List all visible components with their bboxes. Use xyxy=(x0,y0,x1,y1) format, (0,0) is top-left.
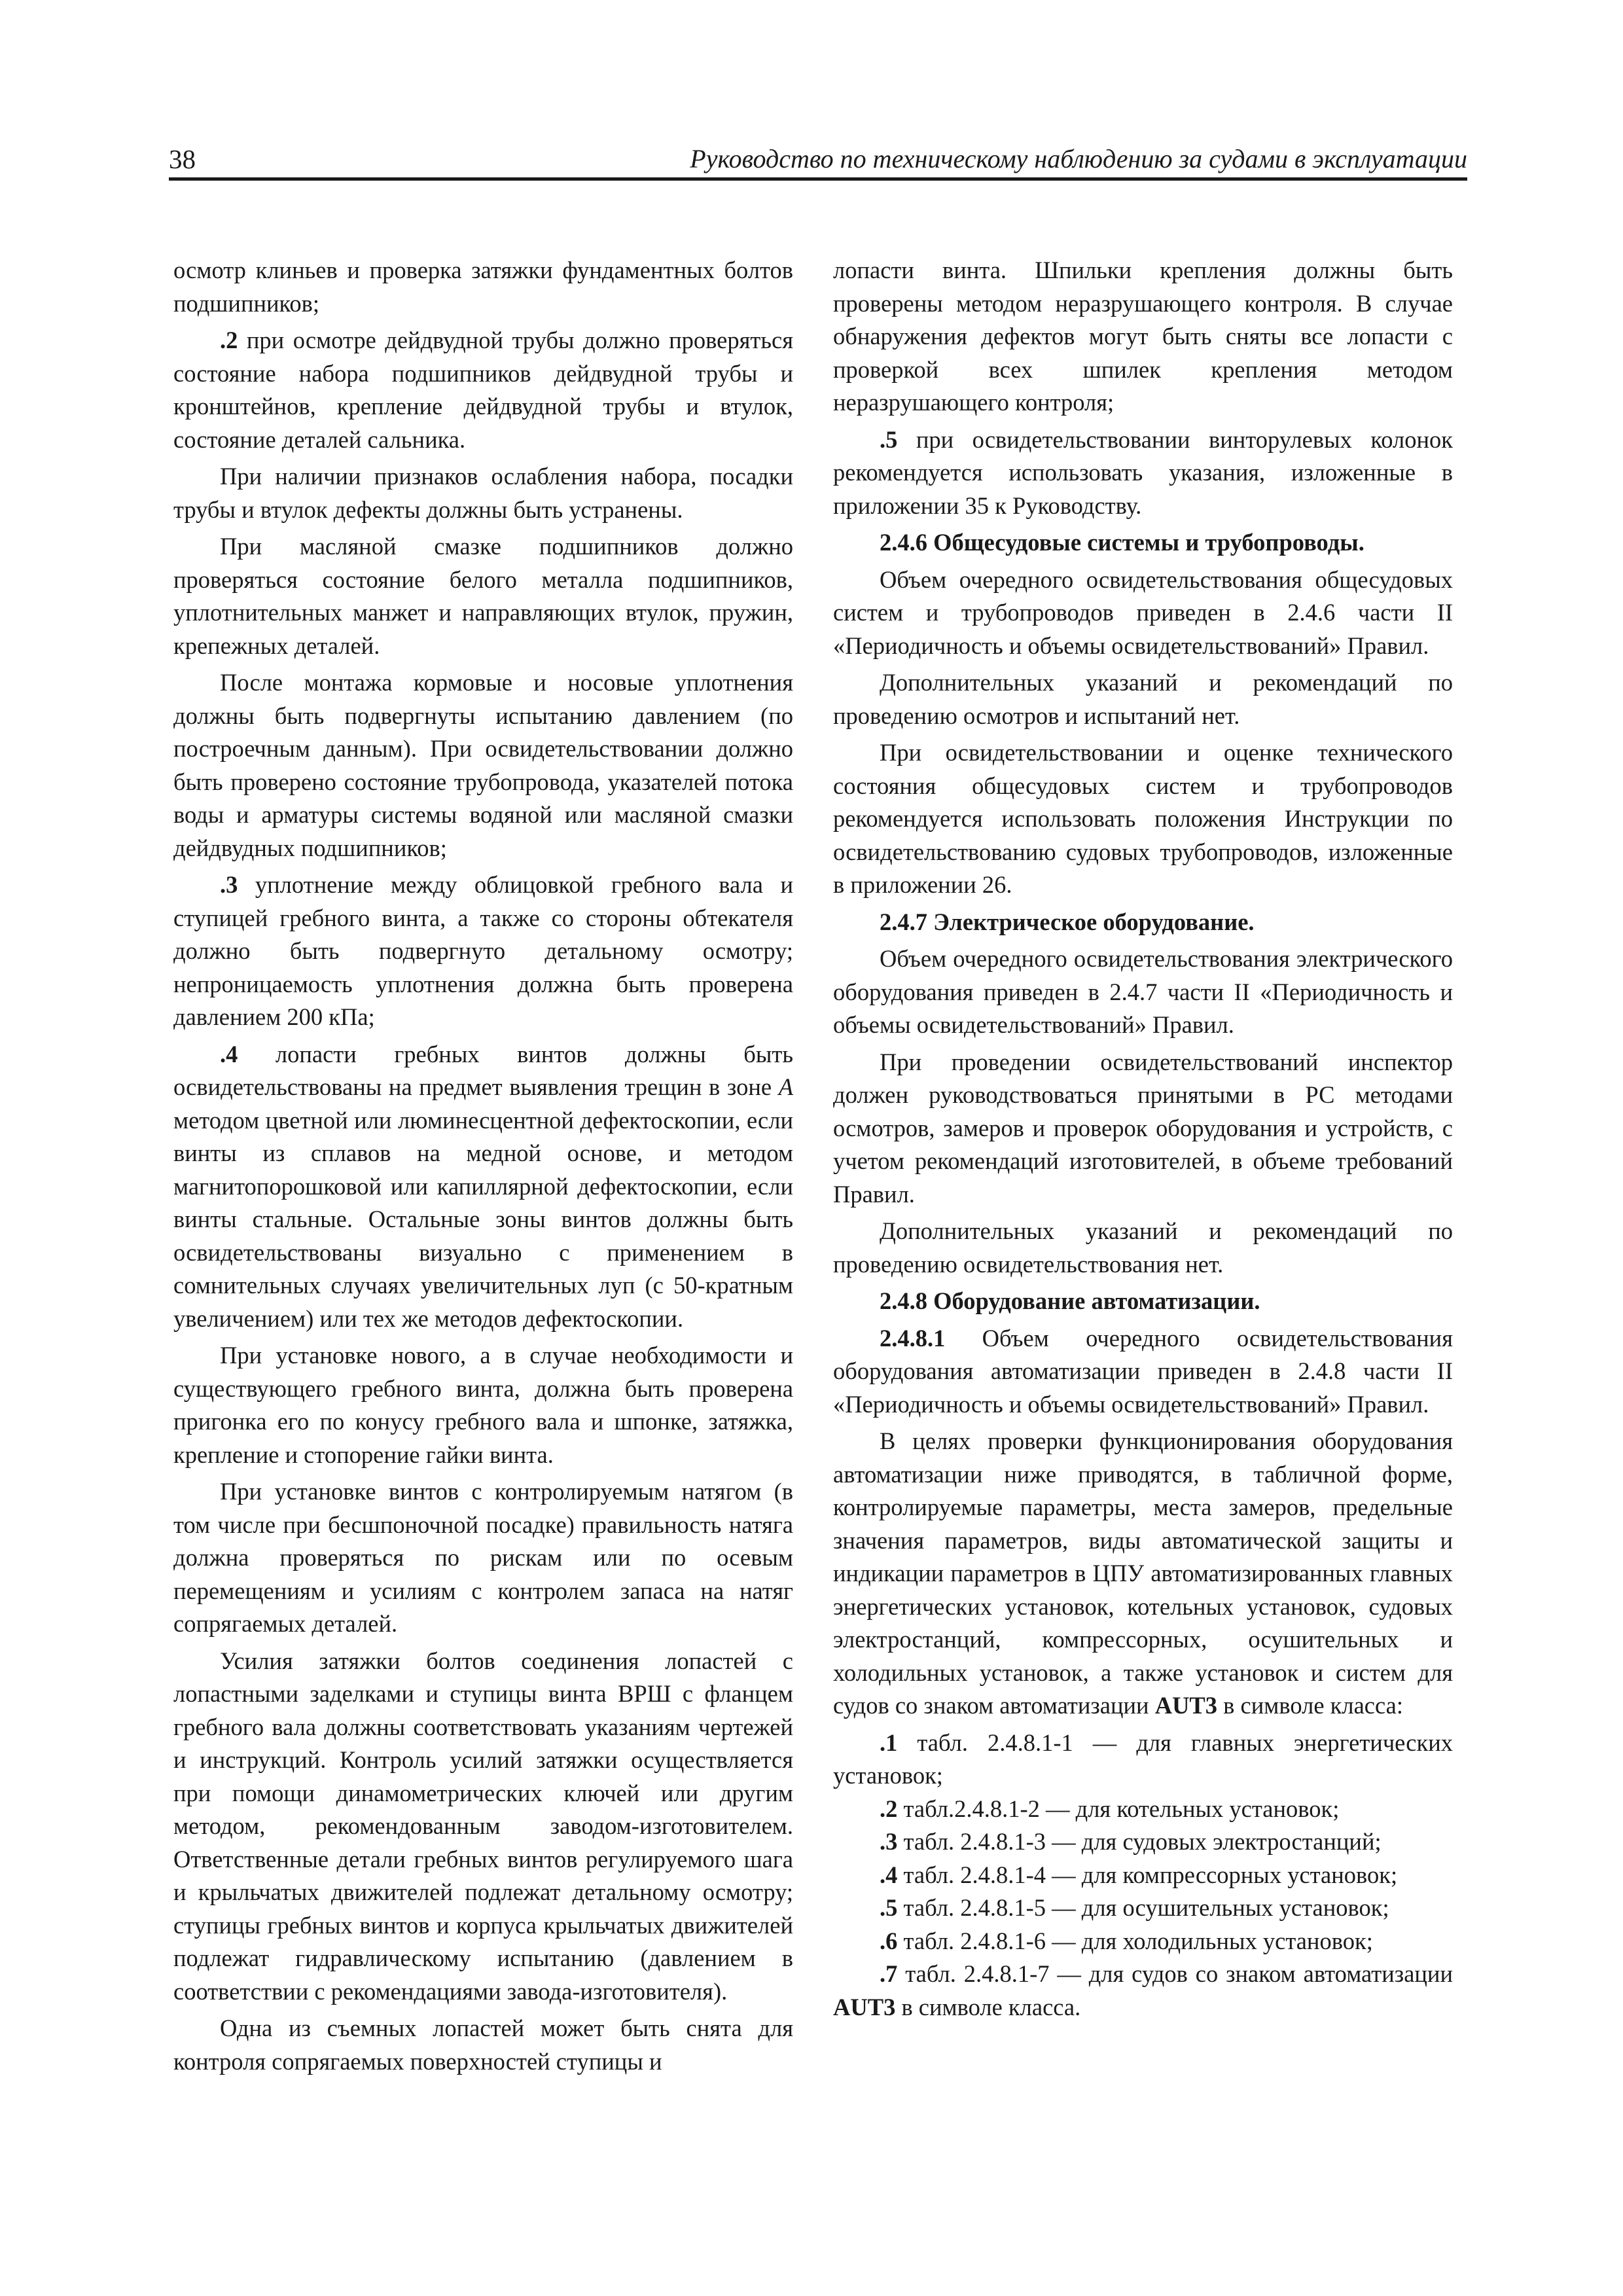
paragraph-text: В целях проверки функционирования оборудования автоматизации ниже приводятся, в табличной форме, контролируемые параметры, места замеров, предельные значения параметров, виды автоматической защиты и индикации параметров в ЦПУ автоматизированных главных энергетических установок, котельных установок, судовых электростанций, компрессорных, осушительных и холодильных установок, а также установок и систем для судов со знаком автоматизации xyxy=(833,1427,1453,1719)
list-item xyxy=(833,1925,1453,1958)
class-notation: AUT3 xyxy=(833,1993,896,2020)
paragraph xyxy=(833,423,1453,523)
paragraph: При установке винтов с контролируемым натягом (в том числе при бесшпоночной посадке) правильность натяга должна проверяться по рискам или по осевым перемещениям и усилиям с контролем запаса на натяг сопрягаемых деталей. xyxy=(173,1478,793,1637)
paragraph-text: в символе класса: xyxy=(1217,1692,1403,1719)
paragraph: После монтажа кормовые и носовые уплотнения должны быть подвергнуты испытанию давлением (по построечным данным). При освидетельствовании должно быть проверено состояние трубопровода, указателей потока воды и арматуры системы водяной или масляной смазки дейдвудных подшипников; xyxy=(173,669,793,861)
list-item-text: табл. 2.4.8.1-6 — для холодильных установок; xyxy=(897,1927,1373,1954)
paragraph: При наличии признаков ослабления набора, посадки трубы и втулок дефекты должны быть устранены. xyxy=(173,463,793,523)
paragraph xyxy=(173,1038,793,1336)
paragraph-text: при осмотре дейдвудной трубы должно проверяться состояние набора подшипников дейдвудной трубы и кронштейнов, крепление дейдвудной трубы и втулок, состояние деталей сальника. xyxy=(173,327,793,453)
paragraph: При освидетельствовании и оценке технического состояния общесудовых систем и трубопроводов рекомендуется использовать положения Инструкции по освидетельствованию судовых трубопроводов, изложенные в приложении 26. xyxy=(833,739,1453,898)
paragraph: Усилия затяжки болтов соединения лопастей с лопастными заделками и ступицы винта ВРШ с фланцем гребного вала должны соответствовать указаниям чертежей и инструкций. Контроль усилий затяжки осуществляется при помощи динамометрических ключей или другим методом, рекомендованным заводом-изготовителем. Ответственные детали гребных винтов регулируемого шага и крыльчатых движителей подлежат детальному осмотру; ступицы гребных винтов и корпуса крыльчатых движителей подлежат гидравлическому испытанию (давлением в соответствии с рекомендациями завода-изготовителя). xyxy=(173,1647,793,2005)
paragraph: Дополнительных указаний и рекомендаций по проведению осмотров и испытаний нет. xyxy=(833,669,1453,729)
item-number: .5 xyxy=(880,425,898,453)
paragraph: лопасти винта. Шпильки крепления должны быть проверены методом неразрушающего контроля. В случае обнаружения дефектов могут быть сняты все лопасти с проверкой всех шпилек крепления методом неразрушающего контроля; xyxy=(833,257,1453,416)
paragraph: Объем очередного освидетельствования общесудовых систем и трубопроводов приведен в 2.4.6 части II «Периодичность и объемы освидетельствований» Правил. xyxy=(833,565,1453,659)
paragraph-text: Объем очередного освидетельствования оборудования автоматизации приведен в 2.4.8 части II «Периодичность и объемы освидетельствований» Правил. xyxy=(833,1324,1453,1418)
list-item-text: табл.2.4.8.1-2 — для котельных установок; xyxy=(897,1795,1340,1822)
item-number: .3 xyxy=(220,871,238,898)
item-number: .5 xyxy=(880,1894,898,1921)
paragraph: Одна из съемных лопастей может быть снята для контроля сопрягаемых поверхностей ступицы и xyxy=(173,2015,793,2075)
paragraph-text: методом цветной или люминесцентной дефектоскопии, если винты из сплавов на медной основе, и методом магнитопорошковой или капиллярной дефектоскопии, если винты стальные. Остальные зоны винтов должны быть освидетельствованы визуально с применением в сомнительных случаях увеличительных луп (с 50-кратным увеличением) или тех же методов дефектоскопии. xyxy=(173,1106,793,1332)
list-item xyxy=(833,1793,1453,1826)
item-number: .4 xyxy=(220,1040,238,1067)
paragraph-text: лопасти гребных винтов должны быть освидетельствованы на предмет выявления трещин в зоне xyxy=(173,1040,793,1100)
section-heading-2-4-7 xyxy=(833,906,1453,939)
list-item-text: табл. 2.4.8.1-7 — для судов со знаком автоматизации xyxy=(897,1960,1453,1987)
list-item-text: в символе класса. xyxy=(895,1993,1081,2020)
left-column xyxy=(173,254,793,2082)
item-number: .2 xyxy=(880,1795,898,1822)
right-column xyxy=(833,254,1453,2024)
heading-text: 2.4.7 Электрическое оборудование. xyxy=(880,908,1255,935)
page-number: 38 xyxy=(169,144,196,174)
item-number: .3 xyxy=(880,1828,898,1855)
item-number: .1 xyxy=(880,1729,898,1756)
heading-text: 2.4.6 Общесудовые системы и трубопроводы. xyxy=(880,529,1364,556)
paragraph: При установке нового, а в случае необходимости и существующего гребного винта, должна быть проверена пригонка его по конусу гребного вала и шпонке, затяжка, крепление и стопорение гайки винта. xyxy=(173,1342,793,1468)
item-number: 2.4.8.1 xyxy=(880,1324,946,1352)
list-item xyxy=(833,1825,1453,1859)
section-heading-2-4-8 xyxy=(833,1285,1453,1318)
list-item-text: табл. 2.4.8.1-4 — для компрессорных установок; xyxy=(897,1861,1398,1888)
list-item-text: табл. 2.4.8.1-5 — для осушительных установок; xyxy=(897,1894,1389,1921)
item-number: .6 xyxy=(880,1927,898,1954)
running-title: Руководство по техническому наблюдению за судами в эксплуатации xyxy=(690,144,1467,173)
item-number: .4 xyxy=(880,1861,898,1888)
paragraph: При масляной смазке подшипников должно проверяться состояние белого металла подшипников, уплотнительных манжет и направляющих втулок, пружин, крепежных деталей. xyxy=(173,533,793,659)
list-item xyxy=(833,1958,1453,2024)
paragraph xyxy=(833,1425,1453,1723)
paragraph: При проведении освидетельствований инспектор должен руководствоваться принятыми в РС методами осмотров, замеров и проверок оборудования и устройств, с учетом рекомендаций изготовителей, в объеме требований Правил. xyxy=(833,1048,1453,1208)
paragraph xyxy=(173,869,793,1034)
paragraph: Объем очередного освидетельствования электрического оборудования приведен в 2.4.7 части II «Периодичность и объемы освидетельствований» Правил. xyxy=(833,945,1453,1038)
item-number: .7 xyxy=(880,1960,898,1987)
class-notation: AUT3 xyxy=(1154,1692,1218,1719)
list-item xyxy=(833,1859,1453,1892)
paragraph-text: уплотнение между облицовкой гребного вала и ступицей гребного винта, а также со стороны обтекателя должно быть подвергнуто детальному осмотру; непроницаемость уплотнения должна быть проверена давлением 200 кПа; xyxy=(173,871,793,1030)
list-item xyxy=(833,1892,1453,1925)
paragraph xyxy=(173,324,793,456)
paragraph xyxy=(833,1322,1453,1422)
running-header xyxy=(169,141,1467,181)
paragraph: осмотр клиньев и проверка затяжки фундаментных болтов подшипников; xyxy=(173,257,793,317)
section-heading-2-4-6 xyxy=(833,526,1453,560)
heading-text: 2.4.8 Оборудование автоматизации. xyxy=(880,1287,1260,1314)
paragraph: Дополнительных указаний и рекомендаций по проведению освидетельствования нет. xyxy=(833,1217,1453,1278)
list-item-text: табл. 2.4.8.1-1 — для главных энергетических установок; xyxy=(833,1729,1453,1789)
zone-label: А xyxy=(778,1073,793,1100)
list-item xyxy=(833,1727,1453,1793)
list-item-text: табл. 2.4.8.1-3 — для судовых электростанций; xyxy=(897,1828,1382,1855)
paragraph-text: при освидетельствовании винторулевых колонок рекомендуется использовать указания, изложенные в приложении 35 к Руководству. xyxy=(833,425,1453,519)
item-number: .2 xyxy=(220,327,238,353)
